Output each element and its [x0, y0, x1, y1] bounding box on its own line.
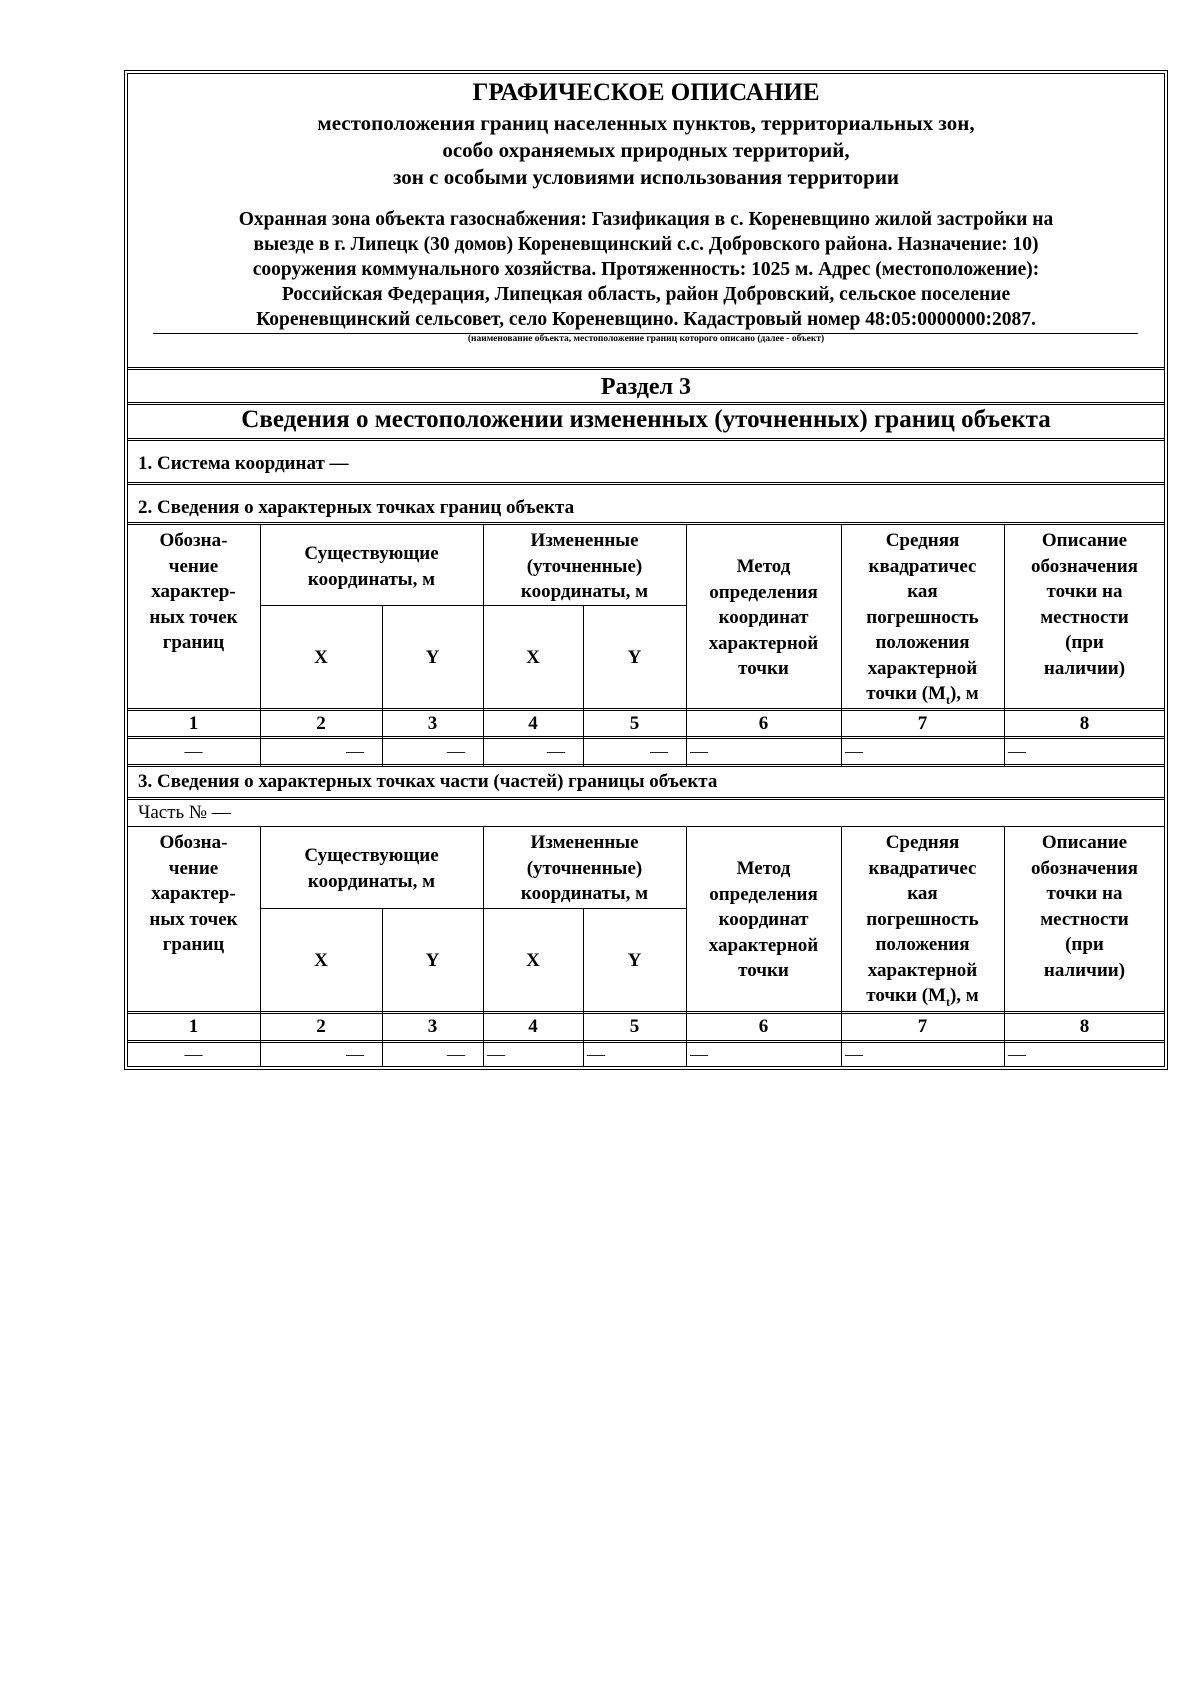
- column-number: 1: [188, 1016, 199, 1037]
- points-section-title: 2. Сведения о характерных точках границ объекта: [138, 497, 575, 518]
- table-cell: —: [690, 741, 708, 761]
- divider: [127, 438, 1165, 441]
- table-cell: —: [1008, 1044, 1026, 1064]
- header-point-designation: Обозна- чение характер- ных точек границ: [149, 530, 238, 653]
- column-number: 4: [528, 713, 538, 734]
- part-points-section-title: 3. Сведения о характерных точках части (частей) границы объекта: [138, 771, 718, 792]
- coord-system-label: 1. Система координат —: [138, 453, 349, 474]
- subtitle-line-2: особо охраняемых природных территорий,: [442, 138, 850, 162]
- document-title: ГРАФИЧЕСКОЕ ОПИСАНИЕ: [472, 79, 820, 106]
- part-label: Часть № —: [138, 802, 231, 823]
- subtitle-line-1: местоположения границ населенных пунктов, территориальных зон,: [317, 111, 975, 135]
- header-description: Описание обозначения точки на местности (при наличии): [1031, 832, 1138, 981]
- table-cell: —: [845, 1044, 863, 1064]
- column-number: 4: [528, 1016, 538, 1037]
- header-existing-coords: Существующие координаты, м: [304, 543, 439, 590]
- table-cell: —: [346, 1044, 364, 1064]
- column-number: 2: [316, 713, 326, 734]
- header-existing-y: Y: [425, 647, 440, 668]
- divider: [127, 522, 1165, 525]
- column-number: 5: [629, 713, 640, 734]
- divider: [127, 482, 1165, 485]
- subtitle-line-3: зон с особыми условиями использования территории: [392, 165, 900, 189]
- table-cell: —: [346, 741, 364, 761]
- header-changed-y: Y: [627, 647, 642, 668]
- header-existing-x: X: [314, 950, 328, 971]
- table-cell: —: [650, 741, 668, 761]
- section-subtitle: Сведения о местоположении измененных (уточненных) границ объекта: [241, 406, 1051, 433]
- header-existing-coords: Существующие координаты, м: [304, 845, 439, 892]
- column-number: 7: [917, 1016, 928, 1037]
- table-cell: —: [487, 1044, 505, 1064]
- column-number: 2: [316, 1016, 326, 1037]
- divider: [127, 826, 1165, 827]
- table-cell: —: [1008, 741, 1026, 761]
- header-method: Метод определения координат характерной точки: [708, 858, 819, 981]
- section-title: Раздел 3: [600, 374, 692, 400]
- object-line-4: Российская Федерация, Липецкая область, район Добровский, сельское поселение: [281, 284, 1011, 305]
- header-method: Метод определения координат характерной точки: [708, 556, 819, 679]
- table-cell: —: [587, 1044, 605, 1064]
- divider: [127, 797, 1165, 800]
- column-number: 6: [758, 1016, 769, 1037]
- header-existing-y: Y: [425, 950, 440, 971]
- column-number: 8: [1079, 1016, 1090, 1037]
- table-cell: —: [184, 1044, 203, 1064]
- table-cell: —: [845, 741, 863, 761]
- object-line-2: выезде в г. Липецк (30 домов) Кореневщинский с.с. Добровского района. Назначение: 10): [253, 234, 1039, 255]
- object-line-5: Кореневщинский сельсовет, село Кореневщино. Кадастровый номер 48:05:0000000:2087.: [256, 309, 1036, 330]
- column-number: 3: [427, 1016, 438, 1037]
- column-number: 8: [1079, 713, 1090, 734]
- column-number: 1: [188, 713, 199, 734]
- object-line-1: Охранная зона объекта газоснабжения: Газификация в с. Кореневщино жилой застройки на: [238, 209, 1054, 230]
- column-number: 3: [427, 713, 438, 734]
- table-cell: —: [447, 741, 465, 761]
- header-changed-x: X: [526, 950, 540, 971]
- column-number: 6: [758, 713, 769, 734]
- object-line-3: сооружения коммунального хозяйства. Протяженность: 1025 м. Адрес (местоположение):: [252, 259, 1040, 280]
- header-rms-error: Средняя квадратичес кая погрешность положения характерной точки $(M_t)$, м: [866, 530, 979, 707]
- column-number: 5: [629, 1016, 640, 1037]
- table-cell: —: [184, 741, 203, 761]
- table-cell: —: [690, 1044, 708, 1064]
- table-cell: —: [447, 1044, 465, 1064]
- object-caption: (наименование объекта, местоположение границ которого описано (далее - объект): [467, 334, 825, 344]
- header-description: Описание обозначения точки на местности (при наличии): [1031, 530, 1138, 679]
- column-number: 7: [917, 713, 928, 734]
- header-changed-coords: Измененные (уточненные) координаты, м: [520, 530, 649, 602]
- divider: [127, 367, 1165, 370]
- header-changed-coords: Измененные (уточненные) координаты, м: [520, 832, 649, 904]
- header-changed-x: X: [526, 647, 540, 668]
- header-existing-x: X: [314, 647, 328, 668]
- table-cell: —: [547, 741, 565, 761]
- header-changed-y: Y: [627, 950, 642, 971]
- header-point-designation: Обозна- чение характер- ных точек границ: [149, 832, 238, 955]
- header-rms-error: Средняя квадратичес кая погрешность положения характерной точки $(M_t)$, м: [866, 832, 979, 1009]
